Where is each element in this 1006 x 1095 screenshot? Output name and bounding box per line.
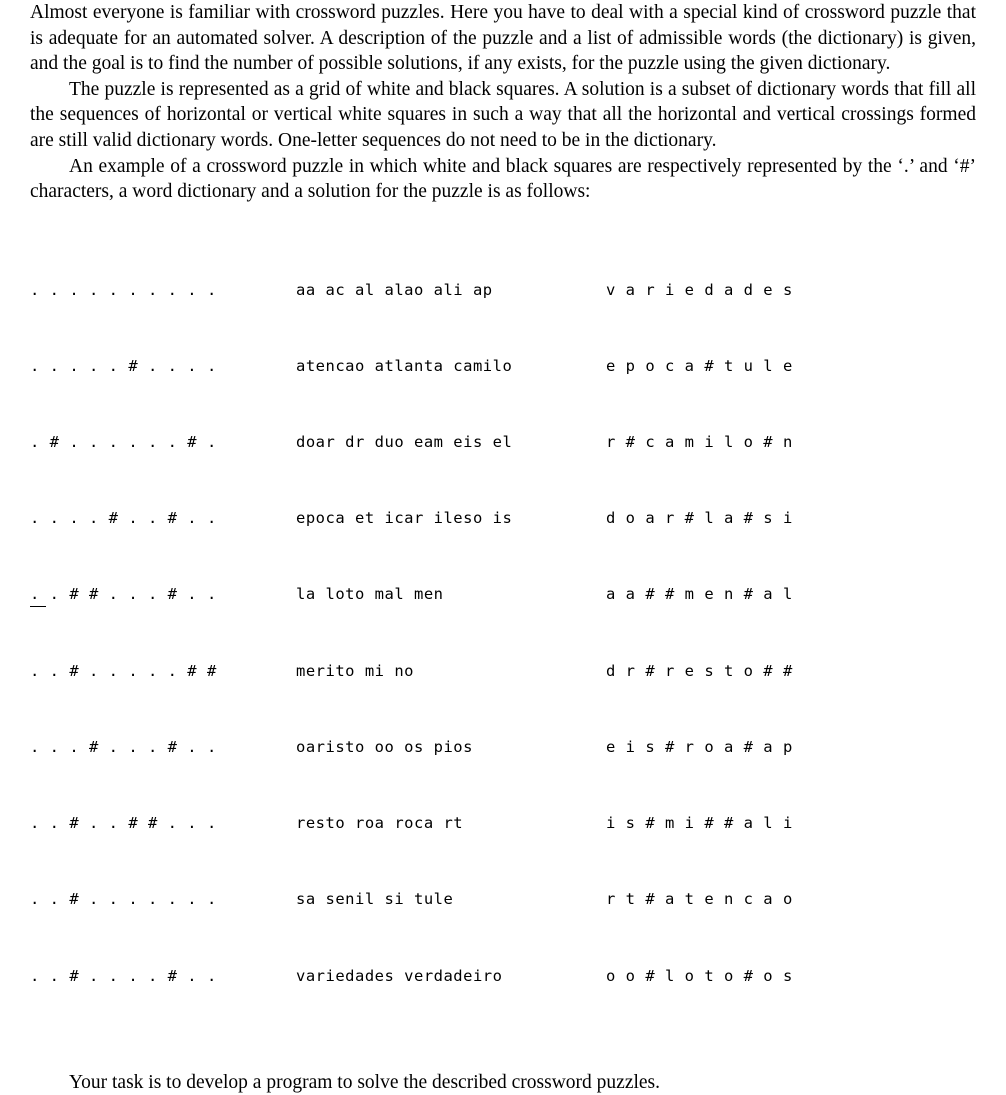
grid-line: . . . . # . . # . . [30, 509, 217, 528]
grid-line: . . # . . . . . # # [30, 661, 217, 680]
dictionary-line: doar dr duo eam eis el [296, 433, 513, 451]
grid-line: . . # . . . . . . . [30, 890, 217, 909]
grid-line: . . . # . . . # . . [30, 737, 217, 756]
dictionary-line: oaristo oo os pios [296, 737, 473, 756]
dictionary-line: epoca et icar ileso is [296, 509, 513, 528]
solution-line: v a r i e d a d e s [606, 280, 793, 299]
solution-line: a a # # m e n # a l [606, 585, 793, 604]
solution-line: d o a r # l a # s i [606, 509, 793, 528]
example-grid-column [30, 227, 296, 1040]
solution-line: e i s # r o a # a p [606, 737, 793, 756]
dictionary-line: la loto mal men [296, 585, 444, 604]
paragraph-task: Your task is to develop a program to solve the described crossword puzzles. [69, 1071, 661, 1093]
dictionary-line: atencao atlanta camilo [296, 356, 513, 375]
solution-line: r t # a t e n c a o [606, 890, 793, 909]
footnote-divider [30, 606, 46, 607]
grid-line: . . # . . # # . . . [30, 814, 217, 833]
dictionary-line: variedades verdadeiro [296, 966, 503, 985]
dictionary-line: aa ac al alao ali ap [296, 280, 493, 299]
solution-line: d r # r e s t o # # [606, 661, 793, 680]
solution-line: e p o c a # t u l e [606, 356, 793, 375]
dictionary-line: resto roa roca rt [296, 814, 464, 833]
example-solution-column [606, 227, 866, 1040]
dictionary-line: sa senil si tule [296, 890, 454, 909]
solution-line: i s # m i # # a l i [606, 814, 793, 833]
grid-line: . . # # . . . # . . [30, 585, 217, 604]
example-dictionary-column [296, 227, 606, 1040]
solution-line: o o # l o t o # o s [606, 966, 793, 985]
grid-line: . . . . . # . . . . [30, 356, 217, 375]
paragraph-example-lead: An example of a crossword puzzle in which white and black squares are respectively represented by the ‘.’ and ‘#’ characters, a word dictionary and a solution for the puzzle is as follows: [30, 155, 976, 203]
grid-line: . . # . . . . # . . [30, 966, 217, 985]
solution-line: r # c a m i l o # n [606, 433, 793, 451]
grid-line: . # . . . . . . # . [30, 433, 217, 451]
paragraph-intro: Almost everyone is familiar with crossword puzzles. Here you have to deal with a special kind of crossword puzzle that is adequate for an automated solver. A description of the puzzle and a list of admissible words (the dictionary) is given, and the goal is to find the number of possible solutions, if any exists, for the puzzle using the given dictionary. [30, 2, 976, 75]
dictionary-line: merito mi no [296, 661, 414, 680]
example-sample [30, 227, 1006, 1040]
problem-description [30, 0, 976, 205]
paragraph-representation: The puzzle is represented as a grid of white and black squares. A solution is a subset of dictionary words that fill all the sequences of horizontal or vertical white squares in such a way that all the horizontal and vertical crossings formed are still valid dictionary words. One-letter sequences do not need to be in the dictionary. [30, 78, 976, 151]
grid-line: . . . . . . . . . . [30, 280, 217, 299]
